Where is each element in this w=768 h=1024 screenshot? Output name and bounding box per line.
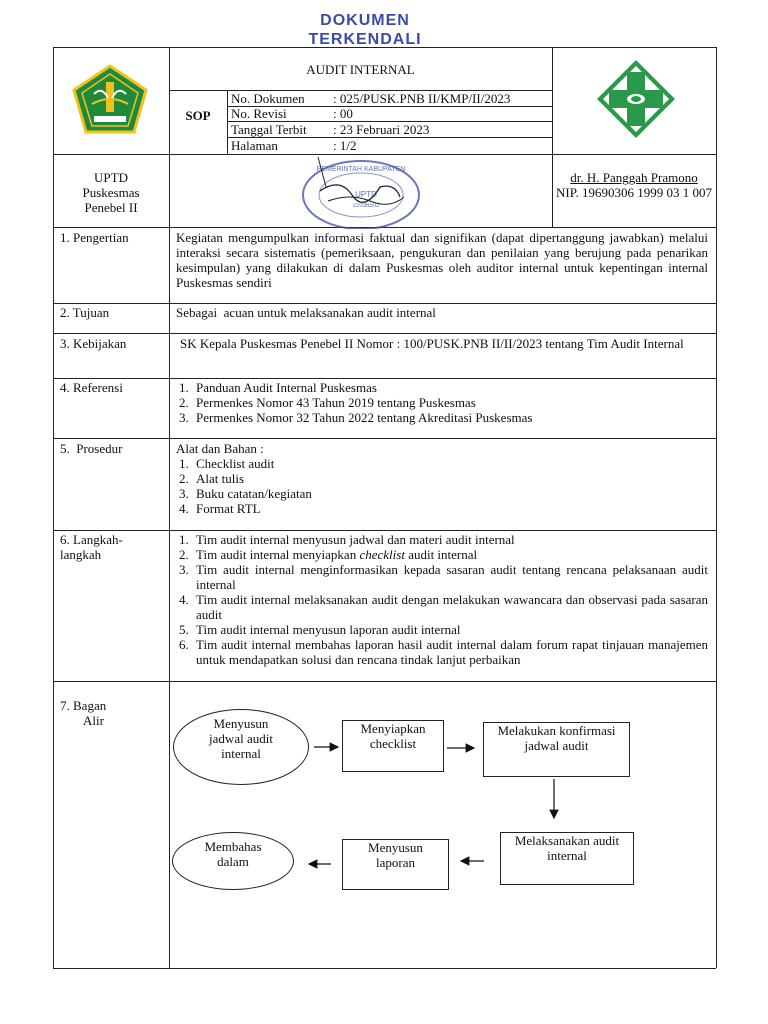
meta-label-doc-no: No. Dokumen bbox=[231, 91, 305, 106]
list-number: 4. bbox=[179, 592, 189, 607]
list-item-text: Checklist audit bbox=[196, 456, 275, 471]
list-number: 3. bbox=[179, 410, 189, 425]
list-item-text: Tim audit internal membahas laporan hasil audit internal dalam forum rapat tinjauan manajemen untuk mendapatkan solusi dan rencana tindak lanjut perbaikan bbox=[196, 637, 708, 667]
list-item-text: Permenkes Nomor 43 Tahun 2019 tentang Puskesmas bbox=[196, 395, 476, 410]
list-item-text: Tim audit internal menyusun jadwal dan materi audit internal bbox=[196, 532, 515, 547]
flow-node-prepare-checklist: Menyiapkan checklist bbox=[342, 720, 444, 772]
org-line-2: Puskesmas bbox=[82, 185, 140, 200]
list-item-text: Tim audit internal melaksanakan audit dengan melakukan wawancara dan observasi pada sasaran audit bbox=[196, 592, 708, 622]
list-item-text: Tim audit internal menyusun laporan audit internal bbox=[196, 622, 461, 637]
flow-node-compile-report: Menyusun laporan bbox=[342, 839, 449, 890]
seal-center-text: UPTD bbox=[355, 190, 377, 199]
section-text-kebijakan: SK Kepala Puskesmas Penebel II Nomor : 100/PUSK.PNB II/II/2023 tentang Tim Audit Internal bbox=[180, 336, 684, 351]
section-label-tujuan: 2. Tujuan bbox=[60, 305, 110, 320]
list-item-text: Format RTL bbox=[196, 501, 261, 516]
flow-node-discuss: Membahas dalam bbox=[172, 832, 294, 890]
meta-label-date: Tanggal Terbit bbox=[231, 122, 307, 137]
document-title: AUDIT INTERNAL bbox=[306, 62, 415, 77]
list-item-text: Panduan Audit Internal Puskesmas bbox=[196, 380, 377, 395]
prosedur-intro: Alat dan Bahan : bbox=[176, 441, 264, 456]
list-item-text: Alat tulis bbox=[196, 471, 245, 486]
list-number: 5. bbox=[179, 622, 189, 637]
org-line-1: UPTD bbox=[94, 170, 128, 185]
sop-label: SOP bbox=[185, 108, 211, 123]
section-label-referensi: 4. Referensi bbox=[60, 380, 123, 395]
meta-value-date: : 23 Februari 2023 bbox=[333, 122, 430, 137]
meta-label-page: Halaman bbox=[231, 138, 278, 153]
list-number: 1. bbox=[179, 532, 189, 547]
flow-node-start: Menyusun jadwal audit internal bbox=[173, 709, 309, 785]
section-label-kebijakan: 3. Kebijakan bbox=[60, 336, 127, 351]
list-item-text: Permenkes Nomor 32 Tahun 2022 tentang Akreditasi Puskesmas bbox=[196, 410, 533, 425]
list-number: 6. bbox=[179, 637, 189, 652]
list-item-text: Tim audit internal menginformasikan kepada sasaran audit tentang rencana pelaksanaan audit internal bbox=[196, 562, 708, 592]
list-item-text-pre: Tim audit internal menyiapkan bbox=[196, 547, 360, 562]
flow-node-conduct-audit: Melaksanakan audit internal bbox=[500, 832, 634, 885]
section-text-tujuan: Sebagai acuan untuk melaksanakan audit internal bbox=[176, 305, 436, 320]
list-number: 3. bbox=[179, 562, 189, 577]
list-number: 2. bbox=[179, 471, 189, 486]
meta-value-revision: : 00 bbox=[333, 106, 353, 121]
label-line-2: langkah bbox=[60, 547, 102, 562]
label-line-1: 7. Bagan bbox=[60, 698, 107, 713]
signer-nip: NIP. 19690306 1999 03 1 007 bbox=[556, 185, 713, 200]
list-number: 1. bbox=[179, 380, 189, 395]
label-line-2: Alir bbox=[83, 713, 104, 728]
section-text-pengertian: Kegiatan mengumpulkan informasi faktual dan signifikan (dapat dipertanggung jawabkan) melalui interaksi secara sistematis (pemeriksaan, pengukuran dan penilaian yang berujung pada penarikan kesimpulan) yang dilakukan di dalam Puskesmas oleh auditor internal untuk kepentingan internal Puskesmas sendiri bbox=[176, 230, 708, 290]
list-item-text-italic: checklist bbox=[359, 547, 405, 562]
seal-ring-text: PEMERINTAH KABUPATEN bbox=[316, 166, 406, 173]
signer-name: dr. H. Panggah Pramono bbox=[570, 170, 698, 185]
list-number: 3. bbox=[179, 486, 189, 501]
list-number: 1. bbox=[179, 456, 189, 471]
list-item-text-post: audit internal bbox=[404, 547, 478, 562]
stamp-line-2: TERKENDALI bbox=[308, 31, 422, 48]
list-number: 2. bbox=[179, 547, 189, 562]
org-line-3: Penebel II bbox=[84, 200, 138, 215]
list-number: 2. bbox=[179, 395, 189, 410]
flow-node-confirm-schedule: Melakukan konfirmasi jadwal audit bbox=[483, 722, 630, 777]
stamp-line-1: DOKUMEN bbox=[320, 12, 410, 29]
meta-value-doc-no: : 025/PUSK.PNB II/KMP/II/2023 bbox=[333, 91, 511, 106]
meta-value-page: : 1/2 bbox=[333, 138, 357, 153]
label-line-1: 6. Langkah- bbox=[60, 532, 123, 547]
seal-code-text: 22036502 bbox=[352, 203, 380, 209]
list-item-text: Buku catatan/kegiatan bbox=[196, 486, 312, 501]
list-number: 4. bbox=[179, 501, 189, 516]
section-label-prosedur: 5. Prosedur bbox=[60, 441, 123, 456]
section-label-pengertian: 1. Pengertian bbox=[60, 230, 129, 245]
meta-label-revision: No. Revisi bbox=[231, 106, 287, 121]
